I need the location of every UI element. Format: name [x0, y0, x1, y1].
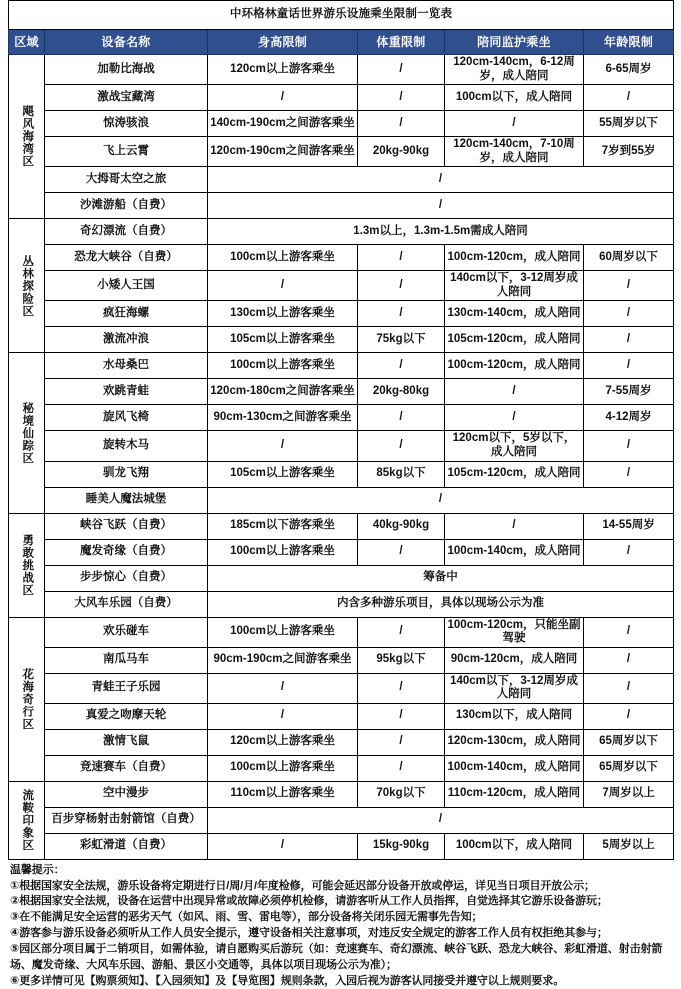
table-row	[9, 431, 674, 461]
guardian-requirement: 100cm-120cm，成人陪同	[445, 353, 584, 379]
ride-name: 睡美人魔法城堡	[45, 487, 208, 513]
table-row	[9, 379, 674, 405]
ride-name: 恐龙大峡谷（自费）	[45, 245, 208, 271]
height-restriction: 90cm-130cm之间游客乘坐	[208, 405, 358, 431]
weight-restriction: /	[358, 245, 445, 271]
guardian-requirement: /	[445, 111, 584, 137]
guardian-requirement: 110cm-120cm，成人陪同	[445, 781, 584, 807]
notes-list	[10, 879, 671, 989]
column-header-3: 体重限制	[358, 30, 445, 55]
note-line-2: ②根据国家安全法规，设备在运营中出现异常或故障必须停机检修，请游客听从工作人员指挥，自觉选择其它游乐设备游玩；	[10, 895, 608, 908]
weight-restriction: 70kg以下	[358, 781, 445, 807]
merged-restriction-cell: /	[208, 167, 674, 193]
note-line-3: ③在不能满足安全运营的恶劣天气（如风、雨、雪、雷电等），部分设备将关闭乐园无需事先告知；	[10, 911, 483, 924]
age-restriction: 6-65周岁	[584, 55, 674, 85]
ride-name: 水母桑巴	[45, 353, 208, 379]
region-cell: 丛林探险区	[9, 219, 45, 353]
age-restriction: /	[584, 431, 674, 461]
height-restriction: /	[208, 431, 358, 461]
region-cell: 勇敢挑战区	[9, 513, 45, 617]
age-restriction: /	[584, 85, 674, 111]
ride-name: 青蛙王子乐园	[45, 673, 208, 703]
guardian-requirement: /	[445, 405, 584, 431]
height-restriction: 110cm以上游客乘坐	[208, 781, 358, 807]
ride-name: 旋风飞椅	[45, 405, 208, 431]
ride-name: 驯龙飞翔	[45, 461, 208, 487]
height-restriction: 100cm以上游客乘坐	[208, 617, 358, 647]
height-restriction: 185cm以下游客乘坐	[208, 513, 358, 539]
weight-restriction: 20kg-80kg	[358, 379, 445, 405]
weight-restriction: /	[358, 673, 445, 703]
guardian-requirement: 100cm以下，成人陪同	[445, 85, 584, 111]
age-restriction: 7岁到55岁	[584, 137, 674, 167]
ride-name: 步步惊心（自费）	[45, 565, 208, 591]
height-restriction: 140cm-190cm之间游客乘坐	[208, 111, 358, 137]
age-restriction: /	[584, 539, 674, 565]
table-row	[9, 487, 674, 513]
age-restriction: /	[584, 647, 674, 673]
weight-restriction: /	[358, 405, 445, 431]
table-row	[9, 245, 674, 271]
weight-restriction: 15kg-90kg	[358, 833, 445, 859]
guardian-requirement: /	[445, 513, 584, 539]
guardian-requirement: 120cm-140cm，7-10周岁，成人陪同	[445, 137, 584, 167]
age-restriction: 5周岁以上	[584, 833, 674, 859]
table-row	[9, 167, 674, 193]
merged-restriction-cell: /	[208, 193, 674, 219]
guardian-requirement: 105cm-120cm，成人陪同	[445, 327, 584, 353]
ride-name: 南瓜马车	[45, 647, 208, 673]
ride-name: 大风车乐园（自费）	[45, 591, 208, 617]
height-restriction: 100cm以上游客乘坐	[208, 755, 358, 781]
guardian-requirement: 100cm-120cm，成人陪同	[445, 245, 584, 271]
age-restriction: 7-55周岁	[584, 379, 674, 405]
ride-name: 疯狂海螺	[45, 301, 208, 327]
height-restriction: /	[208, 271, 358, 301]
age-restriction: 65周岁以下	[584, 729, 674, 755]
merged-restriction-cell: /	[208, 807, 674, 833]
title-row	[9, 1, 674, 30]
table-header-row	[9, 30, 674, 55]
table-row	[9, 833, 674, 859]
table-row	[9, 461, 674, 487]
table-row	[9, 513, 674, 539]
guardian-requirement: 105cm-120cm，成人陪同	[445, 461, 584, 487]
height-restriction: 120cm以上游客乘坐	[208, 55, 358, 85]
weight-restriction: /	[358, 431, 445, 461]
ride-restrictions-table	[8, 0, 674, 860]
table-row	[9, 673, 674, 703]
guardian-requirement: 120cm-140cm，6-12周岁，成人陪同	[445, 55, 584, 85]
ride-name: 小矮人王国	[45, 271, 208, 301]
guardian-requirement: 120cm-130cm，成人陪同	[445, 729, 584, 755]
merged-restriction-cell: /	[208, 487, 674, 513]
age-restriction: /	[584, 353, 674, 379]
column-header-1: 设备名称	[45, 30, 208, 55]
table-row	[9, 111, 674, 137]
ride-name: 峡谷飞跃（自费）	[45, 513, 208, 539]
region-cell: 流鞍印象区	[9, 781, 45, 859]
region-cell: 花海奇行区	[9, 617, 45, 781]
height-restriction: 120cm以上游客乘坐	[208, 729, 358, 755]
table-row	[9, 55, 674, 85]
height-restriction: /	[208, 703, 358, 729]
guardian-requirement: 100cm以下，成人陪同	[445, 833, 584, 859]
age-restriction: 65周岁以下	[584, 755, 674, 781]
table-row	[9, 327, 674, 353]
guardian-requirement: 100cm-140cm，成人陪同	[445, 539, 584, 565]
column-header-4: 陪同监护乘坐	[445, 30, 584, 55]
height-restriction: /	[208, 85, 358, 111]
table-row	[9, 617, 674, 647]
ride-name: 欢跳青蛙	[45, 379, 208, 405]
guardian-requirement: 130cm-140cm，成人陪同	[445, 301, 584, 327]
height-restriction: 100cm以上游客乘坐	[208, 539, 358, 565]
ride-name: 加勒比海战	[45, 55, 208, 85]
ride-name: 激流冲浪	[45, 327, 208, 353]
height-restriction: 120cm-190cm之间游客乘坐	[208, 137, 358, 167]
guardian-requirement: 100cm-140cm，成人陪同	[445, 755, 584, 781]
weight-restriction: /	[358, 703, 445, 729]
table-row	[9, 85, 674, 111]
weight-restriction: 85kg以下	[358, 461, 445, 487]
weight-restriction: 95kg以下	[358, 647, 445, 673]
note-line-6: ⑥更多详情可见【购票须知】、【入园须知】及【导览图】规则条款，入园后视为游客认同接受并遵守以上规则要求。	[10, 974, 565, 987]
ride-name: 竞速赛车（自费）	[45, 755, 208, 781]
table-row	[9, 591, 674, 617]
ride-name: 飞上云霄	[45, 137, 208, 167]
table-row	[9, 193, 674, 219]
ride-name: 沙滩游船（自费）	[45, 193, 208, 219]
weight-restriction: 75kg以下	[358, 327, 445, 353]
weight-restriction: 20kg-90kg	[358, 137, 445, 167]
age-restriction: /	[584, 673, 674, 703]
table-row	[9, 755, 674, 781]
age-restriction: /	[584, 301, 674, 327]
merged-restriction-cell: 筹备中	[208, 565, 674, 591]
table-row	[9, 729, 674, 755]
weight-restriction: /	[358, 271, 445, 301]
ride-name: 彩虹滑道（自费）	[45, 833, 208, 859]
note-line-4: ④游客参与游乐设备必须听从工作人员安全提示，遵守设备相关注意事项，对违反安全规定的游客工作人员有权拒绝其参与；	[10, 927, 608, 940]
height-restriction: 130cm以上游客乘坐	[208, 301, 358, 327]
guardian-requirement: 140cm以下，3-12周岁成人陪同	[445, 673, 584, 703]
ride-name: 真爱之吻摩天轮	[45, 703, 208, 729]
column-header-0: 区域	[9, 30, 45, 55]
weight-restriction: /	[358, 55, 445, 85]
table-row	[9, 219, 674, 245]
column-header-5: 年龄限制	[584, 30, 674, 55]
guardian-requirement: 120cm以下，5岁以下，成人陪同	[445, 431, 584, 461]
guardian-requirement: 140cm以下，3-12周岁成人陪同	[445, 271, 584, 301]
weight-restriction: /	[358, 353, 445, 379]
ride-name: 大拇哥太空之旅	[45, 167, 208, 193]
height-restriction: 100cm以上游客乘坐	[208, 353, 358, 379]
merged-restriction-cell: 1.3m以上，1.3m-1.5m需成人陪同	[208, 219, 674, 245]
footer-notes	[8, 860, 673, 989]
weight-restriction: /	[358, 617, 445, 647]
table-row	[9, 271, 674, 301]
weight-restriction: /	[358, 301, 445, 327]
table-row	[9, 647, 674, 673]
age-restriction: 55周岁以下	[584, 111, 674, 137]
height-restriction: 120cm-180cm之间游客乘坐	[208, 379, 358, 405]
table-row	[9, 565, 674, 591]
note-line-1: ①根据国家安全法规，游乐设备将定期进行日/周/月/年度检修，可能会延迟部分设备开放或停运，详见当日项目开放公示；	[10, 879, 595, 892]
region-cell: 飓风海湾区	[9, 55, 45, 219]
ride-name: 空中漫步	[45, 781, 208, 807]
age-restriction: /	[584, 327, 674, 353]
height-restriction: 90cm-190cm之间游客乘坐	[208, 647, 358, 673]
table-row	[9, 703, 674, 729]
region-cell: 秘境仙踪区	[9, 353, 45, 513]
age-restriction: 60周岁以下	[584, 245, 674, 271]
age-restriction: 4-12周岁	[584, 405, 674, 431]
height-restriction: 105cm以上游客乘坐	[208, 461, 358, 487]
weight-restriction: /	[358, 755, 445, 781]
age-restriction: 14-55周岁	[584, 513, 674, 539]
weight-restriction: /	[358, 729, 445, 755]
weight-restriction: /	[358, 85, 445, 111]
table-row	[9, 539, 674, 565]
ride-name: 奇幻漂流（自费）	[45, 219, 208, 245]
guardian-requirement: 100cm-120cm，只能坐副驾驶	[445, 617, 584, 647]
weight-restriction: 40kg-90kg	[358, 513, 445, 539]
page-title: 中环格林童话世界游乐设施乘坐限制一览表	[9, 1, 674, 30]
ride-name: 欢乐碰车	[45, 617, 208, 647]
notes-heading: 温馨提示：	[10, 863, 65, 876]
table-row	[9, 353, 674, 379]
height-restriction: 100cm以上游客乘坐	[208, 245, 358, 271]
weight-restriction: /	[358, 111, 445, 137]
height-restriction: 105cm以上游客乘坐	[208, 327, 358, 353]
table-row	[9, 137, 674, 167]
ride-name: 惊涛骇浪	[45, 111, 208, 137]
ride-name: 激战宝藏湾	[45, 85, 208, 111]
age-restriction: /	[584, 271, 674, 301]
merged-restriction-cell: 内含多种游乐项目，具体以现场公示为准	[208, 591, 674, 617]
height-restriction: /	[208, 833, 358, 859]
ride-name: 百步穿杨射击射箭馆（自费）	[45, 807, 208, 833]
age-restriction: /	[584, 703, 674, 729]
table-row	[9, 405, 674, 431]
ride-name: 魔发奇缘（自费）	[45, 539, 208, 565]
table-row	[9, 807, 674, 833]
guardian-requirement: 90cm-120cm，成人陪同	[445, 647, 584, 673]
age-restriction: 7周岁以上	[584, 781, 674, 807]
age-restriction: /	[584, 461, 674, 487]
age-restriction: /	[584, 617, 674, 647]
guardian-requirement: 130cm以下，成人陪同	[445, 703, 584, 729]
column-header-2: 身高限制	[208, 30, 358, 55]
height-restriction: /	[208, 673, 358, 703]
note-line-5: ⑤园区部分项目属于二销项目，如需体验，请自愿购买后游玩（如：竞速赛车、奇幻漂流、峡谷飞跃、恐龙大峡谷、彩虹滑道、射击射箭场、魔发奇缘、大风车乐园、游船、景区小交通等，具体以项目现场公示为准）；	[10, 942, 663, 971]
table-row	[9, 781, 674, 807]
ride-name: 旋转木马	[45, 431, 208, 461]
guardian-requirement: /	[445, 379, 584, 405]
table-row	[9, 301, 674, 327]
ride-name: 激情飞鼠	[45, 729, 208, 755]
weight-restriction: /	[358, 539, 445, 565]
